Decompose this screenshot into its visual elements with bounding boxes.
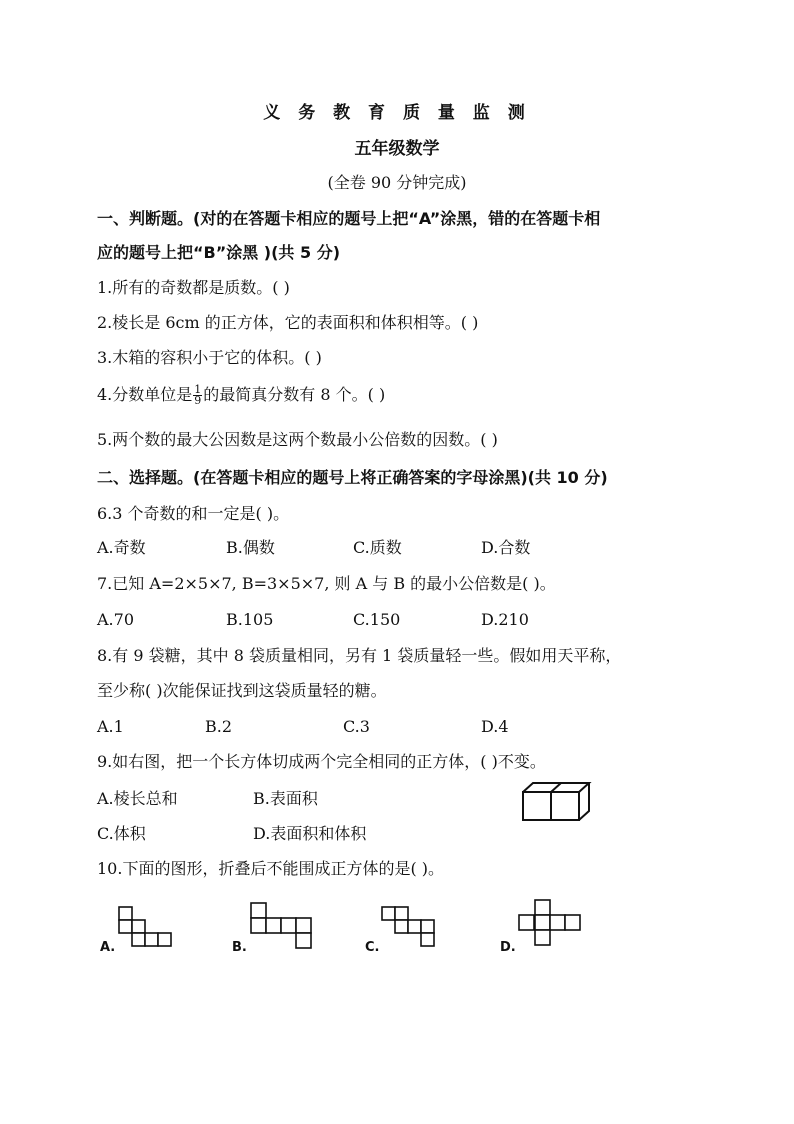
q8-option-c: C.3 — [343, 717, 370, 736]
q7-option-d: D.210 — [481, 610, 529, 629]
question-4-suffix: 的最简真分数有 8 个。( ) — [203, 385, 386, 404]
question-10: 10.下面的图形，折叠后不能围成正方体的是( )。 — [97, 859, 445, 878]
exam-title: 义 务 教 育 质 量 监 测 — [263, 103, 531, 123]
q8-option-d: D.4 — [481, 717, 509, 736]
q9-option-c: C.体积 — [97, 824, 146, 843]
cube-net-d — [517, 898, 583, 950]
question-3: 3.木箱的容积小于它的体积。( ) — [97, 348, 322, 367]
fraction-numerator: 1 — [194, 383, 202, 396]
q6-option-a: A.奇数 — [97, 538, 146, 557]
q7-option-a: A.70 — [97, 610, 134, 629]
cube-net-b — [249, 901, 315, 951]
question-4-prefix: 4.分数单位是 — [97, 385, 193, 404]
q8-option-b: B.2 — [205, 717, 233, 736]
question-1: 1.所有的奇数都是质数。( ) — [97, 278, 290, 297]
exam-subtitle: 五年级数学 — [354, 139, 440, 159]
q7-option-c: C.150 — [353, 610, 401, 629]
question-9: 9.如右图，把一个长方体切成两个完全相同的正方体，( )不变。 — [97, 752, 546, 771]
cube-front-left — [523, 792, 551, 820]
section2-heading: 二、选择题。(在答题卡相应的题号上将正确答案的字母涂黑)(共 10 分) — [97, 468, 608, 487]
question-8-line2: 至少称( )次能保证找到这袋质量轻的糖。 — [97, 681, 387, 700]
q7-option-b: B.105 — [226, 610, 274, 629]
question-4 — [97, 384, 385, 406]
net-label-b: B. — [232, 940, 247, 955]
question-8-line1: 8.有 9 袋糖，其中 8 袋质量相同，另有 1 袋质量轻一些。假如用天平称， — [97, 646, 622, 665]
cube-net-a — [118, 905, 176, 951]
net-label-d: D. — [500, 940, 516, 955]
section1-heading-line1: 一、判断题。(对的在答题卡相应的题号上把“A”涂黑，错的在答题卡相 — [97, 209, 601, 228]
q9-option-b: B.表面积 — [253, 789, 318, 808]
net-label-c: C. — [365, 940, 380, 955]
cuboid-top-divider — [551, 783, 561, 792]
q9-option-a: A.棱长总和 — [97, 789, 178, 808]
q9-option-d: D.表面积和体积 — [253, 824, 367, 843]
q6-option-d: D.合数 — [481, 538, 531, 557]
question-6: 6.3 个奇数的和一定是( )。 — [97, 504, 290, 523]
cuboid-figure — [520, 780, 592, 824]
cube-net-c — [381, 905, 439, 951]
q6-option-b: B.偶数 — [226, 538, 275, 557]
section1-heading-line2: 应的题号上把“B”涂黑 )(共 5 分) — [97, 243, 341, 262]
q8-option-a: A.1 — [97, 717, 124, 736]
question-2: 2.棱长是 6cm 的正方体，它的表面积和体积相等。( ) — [97, 313, 479, 332]
net-label-a: A. — [100, 940, 116, 955]
time-note: (全卷 90 分钟完成) — [327, 173, 467, 192]
cube-front-right — [551, 792, 579, 820]
q6-option-c: C.质数 — [353, 538, 402, 557]
question-5: 5.两个数的最大公因数是这两个数最小公倍数的因数。( ) — [97, 430, 498, 449]
fraction-one-ninth — [193, 385, 202, 406]
question-7: 7.已知 A=2×5×7, B=3×5×7, 则 A 与 B 的最小公倍数是( )。 — [97, 574, 556, 593]
fraction-denominator: 9 — [194, 394, 202, 407]
